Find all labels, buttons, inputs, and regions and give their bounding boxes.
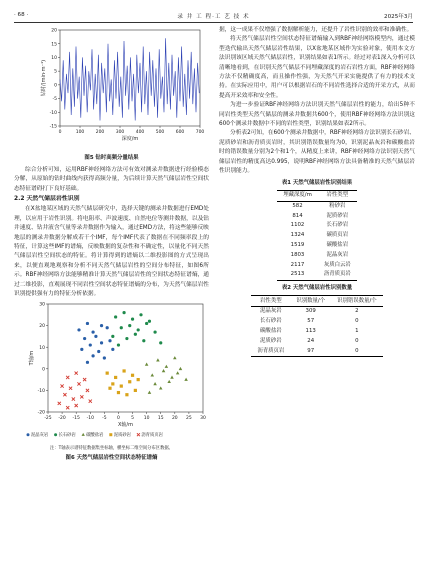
y-axis-label: 钻时/(min·m⁻¹) [41,59,47,97]
legend-label: 泥质砂岩 [113,432,131,438]
data-point [82,432,85,435]
table-cell: 长石砂岩 [260,318,282,325]
paragraph: 据，这一成果不仅增强了数据解析能力，还提升了岩性识别的效率和准确性。 [219,27,413,33]
table-1 [277,190,357,281]
data-point [91,354,94,357]
data-point [86,321,89,324]
x-tick-label: 300 [115,130,125,135]
data-point [97,349,100,352]
y-tick-label: 15 [51,42,57,48]
data-point [60,384,63,387]
table-cell: 57 [307,318,315,325]
table-cell: 灰质白云岩 [323,261,351,268]
table-cell: 泥晶灰岩 [260,308,282,315]
x-tick-label: 30 [200,415,206,421]
data-point [89,343,92,346]
table-cell: 97 [307,347,315,354]
data-point [179,366,183,369]
y-tick-label: 10 [39,345,45,351]
x-tick-label: -25 [44,415,52,421]
table-2 [251,295,382,357]
table-header: 识别数量/个 [296,297,326,304]
data-point [148,319,151,322]
data-point [184,377,188,380]
data-point [114,375,117,378]
x-tick-label: 0 [117,415,120,421]
table-cell: 1102 [290,222,305,229]
data-point [89,399,92,402]
y-tick-label: 0 [42,366,45,372]
legend-label: 长石砂岩 [58,432,76,438]
data-point [111,347,114,350]
data-point [27,433,30,436]
table-2-caption: 表2 天然气储层岩性识别数量 [281,285,353,292]
x-tick-label: 25 [186,415,192,421]
y-tick-label: -5 [52,97,57,103]
data-point [128,324,131,327]
x-tick-label: 0 [58,130,62,135]
x-tick-label: -10 [86,415,94,421]
paragraph: 综合分析可知，运用RBF神经网络方法可有效对测录井数据进行经验模态分解，从原始的钻时曲线内获得高频分量，为后续计算天然气储层岩性空间状态特征谱碍打下良好基础。 [14,166,209,192]
table-header: 识别错误数量/个 [337,297,377,304]
data-point [69,386,72,389]
data-point [167,379,171,382]
x-tick-label: -15 [72,415,80,421]
table-cell: 2513 [290,271,305,278]
x-tick-label: -5 [102,415,107,421]
y-tick-label: 20 [51,28,57,34]
data-point [100,324,103,327]
table-cell: 粉砂岩 [329,202,346,209]
data-point [83,378,86,381]
table-cell: 0 [355,337,359,344]
data-point [125,393,128,396]
data-point [83,336,86,339]
y-tick-label: -10 [37,388,45,394]
journal-name: 录 井 工 程·工 艺 技 术 [177,14,250,20]
data-point [148,390,152,393]
table-cell: 0 [355,347,359,354]
paragraph: 分析表2可知，在600个测录井数据中，RBF神经网络方法识别长石砂岩、泥质砂岩和沥青质页岩时，其识别错误数量均为0，识别泥晶灰岩和碳酸盐岩时的错误数量分别为2个和1个，从精度上来讲，RBF神经网络方法识别天然气储层岩性的精度高达0.995，说明RBF神经网络方法具备精准的天然气储层岩性识别能力。 [219,130,415,175]
table-row [251,327,382,337]
running-header [14,10,413,22]
legend-label: 碳酸盐岩 [86,432,104,438]
table-cell: 沥青质页岩 [257,347,285,354]
table-cell: 1519 [290,242,305,249]
y-axis-label: T轴/m [29,350,35,365]
data-point [103,356,106,359]
data-point [75,371,78,374]
legend-label: 泥晶灰岩 [31,432,49,438]
figure-6-caption: 图6 天然气储层岩性空间状态特征谱熵 [65,454,158,461]
table-cell: 24 [307,337,315,344]
data-point [159,386,163,389]
data-point [108,339,111,342]
table-row [277,231,357,241]
data-point [63,393,66,396]
data-point [153,382,157,385]
x-tick-label: 5 [131,415,134,421]
table-cell: 0 [355,318,359,325]
table-cell: 泥晶灰岩 [326,251,349,258]
x-axis-label: 深度/m [121,136,139,142]
x-tick-label: 20 [171,415,178,421]
data-point [117,390,120,393]
x-tick-label: 400 [135,130,145,135]
data-point [106,326,109,329]
data-point [134,388,137,391]
data-point [170,375,174,378]
data-point [58,401,61,404]
x-tick-label: 15 [157,415,164,421]
figure-5-caption: 图5 钻时高频分量结果 [84,155,139,162]
y-tick-label: 30 [39,302,45,308]
data-point [165,364,169,367]
paragraph: 将天然气储层岩性空间状态特征谱熵输入到RBF神经网络模型内，通过模型迭代输出天然气储层岩性结果，以X盆地某区域作为实验对象，使用本文方法识别该区域天然气储层岩性，识别结果如表1所示。经过对表1深入分析可以清晰地看到，在识别天然气储层不同埋藏深度的岩石岩性方面，RBF神经网络方法不仅精确度高，而且操作性强，为天然气开采实施提供了有力的技术支持。在实际应用中，用户可以根据岩石的不同岩性选择合适的开采方式，从而提高开采效率和安全性。 [219,36,415,99]
data-point [176,371,180,374]
section-heading: 2.2 天然气储层岩性识别 [14,196,80,203]
table-row [277,201,357,211]
data-point [75,403,78,406]
table-cell: 沥青质页岩 [323,271,351,278]
data-point [128,380,131,383]
data-point [137,378,140,381]
data-point [139,313,142,316]
data-point [111,382,114,385]
table-cell: 碳酸盐岩 [260,328,282,335]
data-point [66,406,69,409]
data-point [100,341,103,344]
data-point [114,315,117,318]
x-tick-label: 10 [143,415,150,421]
x-tick-label: 500 [155,130,165,135]
table-cell: 泥质砂岩 [326,212,349,219]
table-cell: 814 [292,212,303,219]
table-row [251,346,382,356]
figure-6-note: 注：T轴表示谱特征数据集坐标轴，横坐标二维空间分布区数据。 [50,445,173,451]
data-point [108,386,111,389]
data-point [162,369,166,372]
table-header: 埋藏深度/m [283,192,312,199]
data-point [151,373,155,376]
table-cell: 泥质砂岩 [260,337,282,344]
x-tick-label: 100 [75,130,85,135]
table-cell: 113 [305,328,316,335]
legend-label: 沥青质页岩 [141,432,163,438]
data-point [72,397,75,400]
data-point [80,347,83,350]
table-header: 岩性类型 [326,192,349,199]
data-point [109,433,112,436]
data-point [111,334,114,337]
table-row [251,317,382,327]
data-point [120,326,123,329]
data-point [145,362,149,365]
data-point [117,343,120,346]
data-point [54,433,57,436]
table-row [277,260,357,270]
left-column [14,26,209,465]
data-point [77,328,80,331]
data-point [134,332,137,335]
y-tick-label: 5 [54,69,57,75]
x-tick-label: 200 [95,130,105,135]
table-cell: 碳酸盐岩 [326,242,349,249]
data-point [94,334,97,337]
table-row [277,212,357,222]
y-tick-label: -20 [37,410,45,416]
right-column [219,26,415,360]
table-row [251,307,382,317]
data-point [106,371,109,374]
table-row [277,221,357,231]
paragraph: 在X盆地某区域的天然气储层研究中，选择天键的测录井数据进行EMD处理，以应用于岩性识别。将电阻率、声波速度、自然电位等测井数据，以及钻井速度、钻井液含气量等录井数据作为输入，通过EMD方法，将这些能够反映地层的测录井数据分解成若干个IMF，每个IMF代表了数据在不同频率段上的特征，计算这些IMF的谱熵，反映数据的复杂性和不确定性，以量化不同天然气储层岩性空间状态的特征。将计算得到的谱熵以二维投影图的方式呈现出来，以便直观地观察和分析不同天然气储层岩性的空间分布特征，如图6所示。RBF神经网络方法能够精准计算天然气储层岩性的空间状态特征谱熵，通过二维投影，直观展现不同岩性空间状态特征谱熵的分布，为天然气储层岩性识别提供强有力的特征分析依据。 [14,206,209,298]
table-cell: 1 [355,328,359,335]
data-point [153,330,156,333]
data-point [173,356,177,359]
y-tick-label: 20 [39,323,45,329]
data-point [137,328,140,331]
data-point [131,373,134,376]
table-cell: 1324 [290,232,305,239]
paragraph: 为进一步验证RBF神经网络方法识别天然气储层岩性的能力，给出5种不同岩性类型天然气储层的测录井数据共600个，使用RBF神经网络方法识别这600个测录井数据中不同的岩性类型，识别结果如表2所示。 [219,102,415,128]
table-cell: 2 [355,308,359,315]
data-point [122,369,125,372]
data-point [142,339,145,342]
series-line [60,38,199,120]
data-point [77,382,80,385]
y-tick-label: -15 [49,124,57,130]
data-point [122,311,125,314]
data-point [120,384,123,387]
data-point [86,388,89,391]
data-point [91,330,94,333]
data-point [86,360,89,363]
x-tick-label: 700 [195,130,205,135]
y-tick-label: 10 [51,56,57,62]
table-cell: 长石砂岩 [326,222,349,229]
y-tick-label: -10 [49,110,57,116]
data-point [159,341,162,344]
x-axis-label: X轴/m [118,421,133,428]
data-point [80,395,83,398]
data-point [156,358,160,361]
x-tick-label: -20 [58,415,66,421]
table-row [251,337,382,347]
table-cell: 2117 [290,261,305,268]
table-row [277,270,357,280]
y-tick-label: 0 [54,83,57,89]
issue-date: 2025年3月 [384,14,413,20]
table-row [277,241,357,251]
table-cell: 582 [292,202,303,209]
data-point [131,317,134,320]
data-point [125,336,128,339]
table-row [277,251,357,261]
figure-5-chart [14,26,209,148]
table-1-caption: 表1 天然气储层岩性识别结果 [281,179,353,186]
data-point [145,321,148,324]
data-point [137,433,140,436]
header-rule [14,22,413,23]
table-header: 岩性类型 [260,297,282,304]
page-number: · 68 · [14,12,29,18]
table-cell: 碳质页岩 [326,232,349,239]
table-cell: 309 [305,308,316,315]
data-point [66,375,69,378]
x-tick-label: 600 [175,130,185,135]
figure-6-chart [14,300,209,442]
table-cell: 1803 [290,251,305,258]
